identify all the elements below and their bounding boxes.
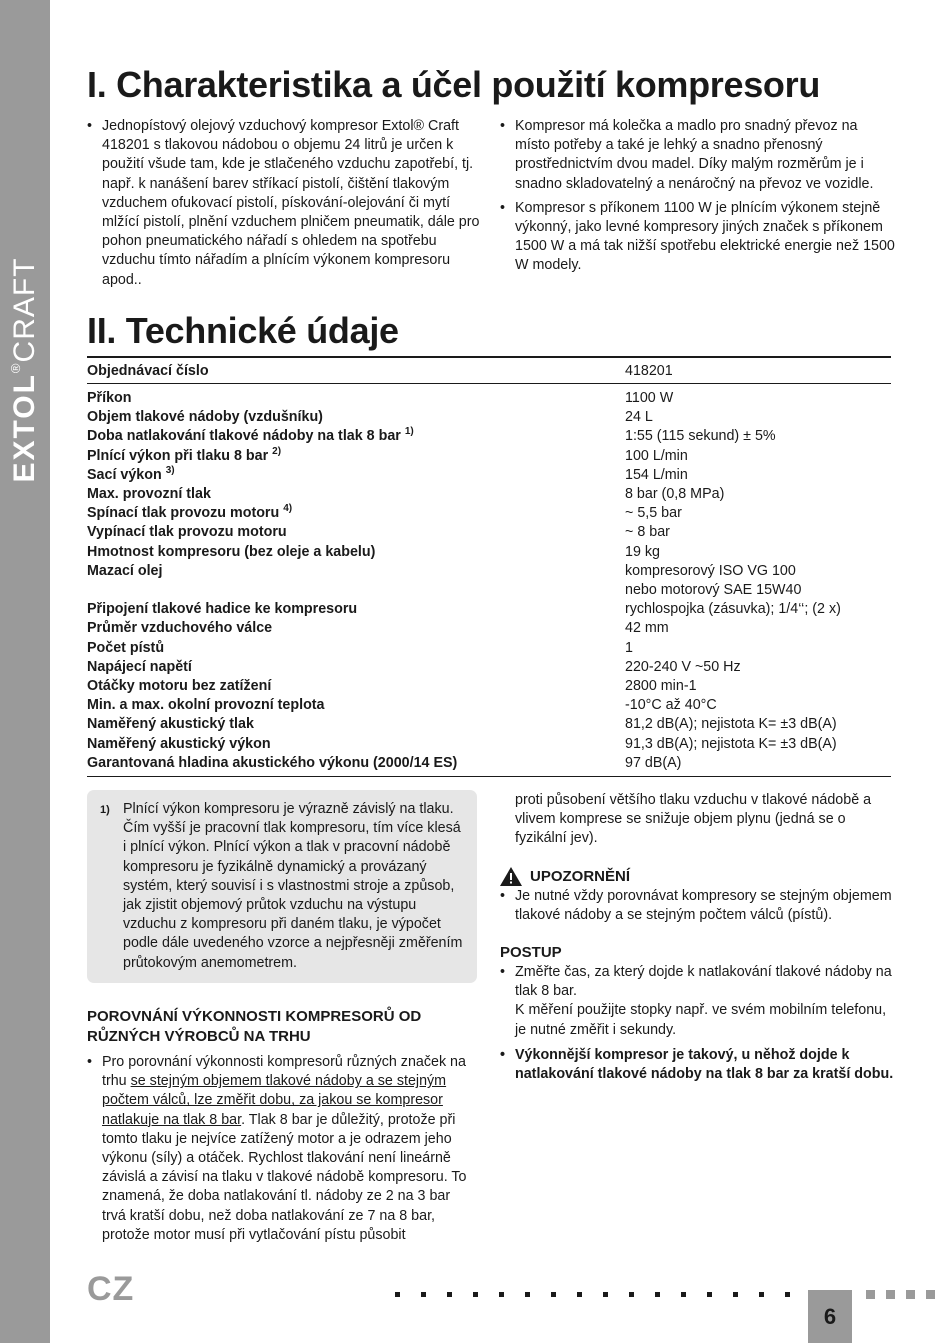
footer-dot [603,1292,608,1297]
spec-label [87,619,625,638]
footer-dot [759,1292,764,1297]
footer-dot [499,1292,504,1297]
footer-dot [681,1292,686,1297]
procedure-step-line1: • Změřte čas, za který dojde k natlakování tlakové nádoby na tlak 8 bar. [515,964,892,1000]
footer-square [866,1290,875,1299]
spec-label [87,715,625,734]
footer-dot [707,1292,712,1297]
spec-label [87,562,625,600]
table-row [87,715,891,734]
footer-dot [421,1292,426,1297]
spec-value [625,658,891,677]
spec-value-line2: nebo motorový SAE 15W40 [625,582,802,599]
footer-dot-leader [395,1292,805,1300]
spec-label-text: Doba natlakování tlakové nádoby na tlak 8 bar [87,428,401,445]
comparison-continuation: proti působení většího tlaku vzduchu v tlakové nádobě a vlivem komprese se snižuje objem plynu (jedná se o fyzikální jev). [515,792,872,847]
spec-value-text: 8 bar (0,8 MPa) [625,486,725,503]
section2-title: II. Technické údaje [87,310,399,351]
table-row [87,619,891,638]
spec-label-text: Hmotnost kompresoru (bez oleje a kabelu) [87,543,376,560]
table-row [87,658,891,677]
spec-label-text: Sací výkon [87,466,162,483]
spec-value [625,408,891,427]
table-row [87,408,891,427]
footnote-ref: 4) [283,503,293,515]
spec-value [625,504,891,523]
comparison-text-underlined: se stejným objemem tlakové nádoby a se stejným počtem válců, lze změřit dobu, za jakou se kompresor natlakuje na tlak 8 bar [102,1073,447,1128]
spec-value-text: ~ 5,5 bar [625,505,682,522]
spec-label-text: Naměřený akustický tlak [87,716,254,733]
list-item: • Výkonnější kompresor je takový, u něhož dojde k natlakování tlakové nádoby na tlak 8 bar za kratší dobu. [500,1046,895,1084]
spec-value-text: 2800 min-1 [625,678,697,695]
list-item: • Je nutné vždy porovnávat kompresory se stejným objemem tlakové nádoby a se stejným počtem válců (pístů). [500,887,895,925]
list-item [87,1053,477,1245]
spec-value [625,543,891,562]
procedure-heading: POSTUP [500,944,562,962]
spec-value-text: 81,2 dB(A); nejistota K= ±3 dB(A) [625,716,837,733]
table-row [87,466,891,485]
intro-right-column [500,117,895,281]
footer-dot [655,1292,660,1297]
spec-label-text: Objem tlakové nádoby (vzdušníku) [87,409,323,426]
table-row [87,447,891,466]
spec-label-text: Plnící výkon při tlaku 8 bar [87,447,269,464]
spec-label [87,485,625,504]
spec-label [87,427,625,446]
table-row [87,677,891,696]
page-number: 6 [808,1290,852,1343]
spec-value [625,562,891,600]
spec-label [87,639,625,658]
spec-table-header [87,356,891,384]
table-row [87,523,891,542]
list-item: • Kompresor s příkonem 1100 W je plnícím výkonem stejně výkonný, jako levné kompresory jiných značek s příkonem 1500 W a má tak nižší spotřebu elektrické energie než 1500 W modely. [500,199,895,276]
spec-value [625,677,891,696]
list-item [500,963,895,1040]
spec-label-text: Vypínací tlak provozu motoru [87,524,287,541]
spec-label-text: Min. a max. okolní provozní teplota [87,697,325,714]
spec-label [87,523,625,542]
brand-logo: EXTOL®CRAFT [8,257,41,483]
spec-value [625,696,891,715]
spec-label [87,447,625,466]
footnote-ref: 1) [404,426,414,438]
table-row [87,735,891,754]
spec-label [87,696,625,715]
spec-value-text: ~ 8 bar [625,524,670,541]
comparison-heading: POROVNÁNÍ VÝKONNOSTI KOMPRESORŮ OD RŮZNÝCH VÝROBCŮ NA TRHU [87,1008,422,1045]
spec-label [87,658,625,677]
spec-value [625,523,891,542]
footer-dot [395,1292,400,1297]
spec-value [625,600,891,619]
spec-value-text: 1:55 (115 sekund) ± 5% [625,428,776,445]
spec-table [87,356,891,777]
spec-label-text: Příkon [87,390,132,406]
spec-value [625,735,891,754]
spec-label-text: Počet pístů [87,639,165,656]
spec-label [87,389,625,408]
order-number-value: 418201 [625,362,673,379]
spec-value [625,447,891,466]
spec-value-text: 24 L [625,409,653,426]
spec-value-text: rychlospojka (zásuvka); 1/4‘‘; (2 x) [625,601,841,618]
spec-label-text: Mazací olej [87,562,163,579]
procedure-step-line2: K měření použijte stopky např. ve svém mobilním telefonu, je nutné změřit i sekundy. [515,1002,887,1038]
warning-heading: UPOZORNĚNÍ [530,867,631,885]
spec-label [87,543,625,562]
warning-triangle-icon [500,867,522,886]
spec-table-body [87,384,891,777]
spec-label [87,466,625,485]
spec-label [87,735,625,754]
footer-dot [473,1292,478,1297]
spec-label [87,504,625,523]
spec-label [87,408,625,427]
spec-value [625,427,891,446]
spec-value [625,619,891,638]
spec-value [625,466,891,485]
footnote-ref: 3) [165,465,175,477]
warning-heading-row [500,867,895,887]
table-row [87,754,891,773]
footer-dot [447,1292,452,1297]
footnote-ref: 2) [272,445,282,457]
spec-label-text: Naměřený akustický výkon [87,735,271,752]
table-row [87,389,891,408]
footer-dot [525,1292,530,1297]
table-row [87,562,891,600]
language-code: CZ [87,1270,135,1308]
spec-value-text: 1 [625,639,633,656]
footer-square [926,1290,935,1299]
spec-value [625,754,891,773]
footer-square [906,1290,915,1299]
footer-dot [629,1292,634,1297]
spec-value-text: 19 kg [625,543,660,560]
spec-label-text: Průměr vzduchového válce [87,620,273,637]
spec-value-text: -10°C až 40°C [625,697,717,714]
spec-value-text: 1100 W [625,390,674,406]
footnote-text: Plnící výkon kompresoru je výrazně závislý na tlaku. Čím vyšší je pracovní tlak kompresoru, tím více klesá i plnící výkon. Plnící výkon a tlak v pracovní nádobě kompresoru je fyzikálně dynamický a provázaný systém, který souvisí i s vlastnostmi stroje a způsob, jak zjistit objemový průtok vzduchu na výstupu vzduchu z kompresoru při daném tlaku, je výpočet podle dále uvedeného vzorce a nejpřesněji změřením průtokovým anemometrem. [123,801,463,971]
list-item: • Jednopístový olejový vzduchový kompresor Extol® Craft 418201 s tlakovou nádobou o objemu 24 litrů je určen k použití všude tam, kde je stlačeného vzduchu zapotřebí, tj. např. k nanášení barev stříkací pistolí, čištění tlakovým vzduchem ofukovací pistolí, pískování-olejování či mytí mlžící pistolí, plnění vzduchem plničem pneumatik, dále pro pohon pneumatického nářadí s ohledem na spotřebu vzduchu tímto nářadím a plnícím výkonem kompresoru apod.. [87,117,482,290]
table-row [87,485,891,504]
footnote-box [87,790,477,983]
comparison-text-end: . Tlak 8 bar je důležitý, protože při tomto tlaku je nejvíce zatížený motor a je odrazem jeho výkonu (síly) a otáček. Rychlost tlakování není lineárně závislá a závisí na tlaku v tlakové nádobě kompresoru. To znamená, že doba natlakování tl. nádoby ze 2 na 3 bar trvá kratší dobu, než doba natlakování ze 7 na 8 bar, protože motor musí při vytlačování pístu působit [102,1111,467,1243]
order-number-label: Objednávací číslo [87,362,209,379]
table-row [87,696,891,715]
spec-value-text: 97 dB(A) [625,754,682,771]
spec-label-text: Max. provozní tlak [87,486,211,503]
intro-left-column [87,117,482,290]
spec-value-text: 42 mm [625,620,669,637]
spec-label [87,600,625,619]
spec-label-text: Napájecí napětí [87,658,192,675]
comparison-section [87,1007,477,1245]
spec-label-text: Garantovaná hladina akustického výkonu (2000/14 ES) [87,754,458,771]
footer-dot [577,1292,582,1297]
footnote-mark: 1) [100,804,110,816]
footer-dot [551,1292,556,1297]
comparison-text-start: Pro porovnání výkonnosti kompresorů různých značek na trhu [102,1054,466,1090]
spec-label-text: Otáčky motoru bez zatížení [87,678,272,695]
footer-square [886,1290,895,1299]
spec-label-text: Spínací tlak provozu motoru [87,505,280,522]
sidebar-strip [0,0,50,1343]
spec-value [625,715,891,734]
spec-value-text: 100 L/min [625,447,688,464]
footer-dot [733,1292,738,1297]
table-row [87,427,891,446]
spec-value [625,389,891,408]
spec-value [625,639,891,658]
spec-label [87,677,625,696]
spec-label-text: Připojení tlakové hadice ke kompresoru [87,601,358,618]
table-row [87,543,891,562]
right-lower-column [500,791,895,1084]
table-row [87,600,891,619]
table-row [87,504,891,523]
list-item: • Kompresor má kolečka a madlo pro snadný převoz na místo potřeby a také je lehký a snadno přenosný prostřednictvím dvou madel. Díky malým rozměrům je i snadno skladovatelný a nenáročný na převoz ve vozidle. [500,117,895,194]
spec-value [625,485,891,504]
table-row [87,639,891,658]
spec-value-text: 220-240 V ~50 Hz [625,658,741,675]
section1-title: I. Charakteristika a účel použití kompresoru [87,64,821,105]
footer-dot [785,1292,790,1297]
spec-value-text: kompresorový ISO VG 100 [625,562,796,579]
spec-label [87,754,625,773]
spec-value-text: 154 L/min [625,466,688,483]
spec-value-text: 91,3 dB(A); nejistota K= ±3 dB(A) [625,735,837,752]
